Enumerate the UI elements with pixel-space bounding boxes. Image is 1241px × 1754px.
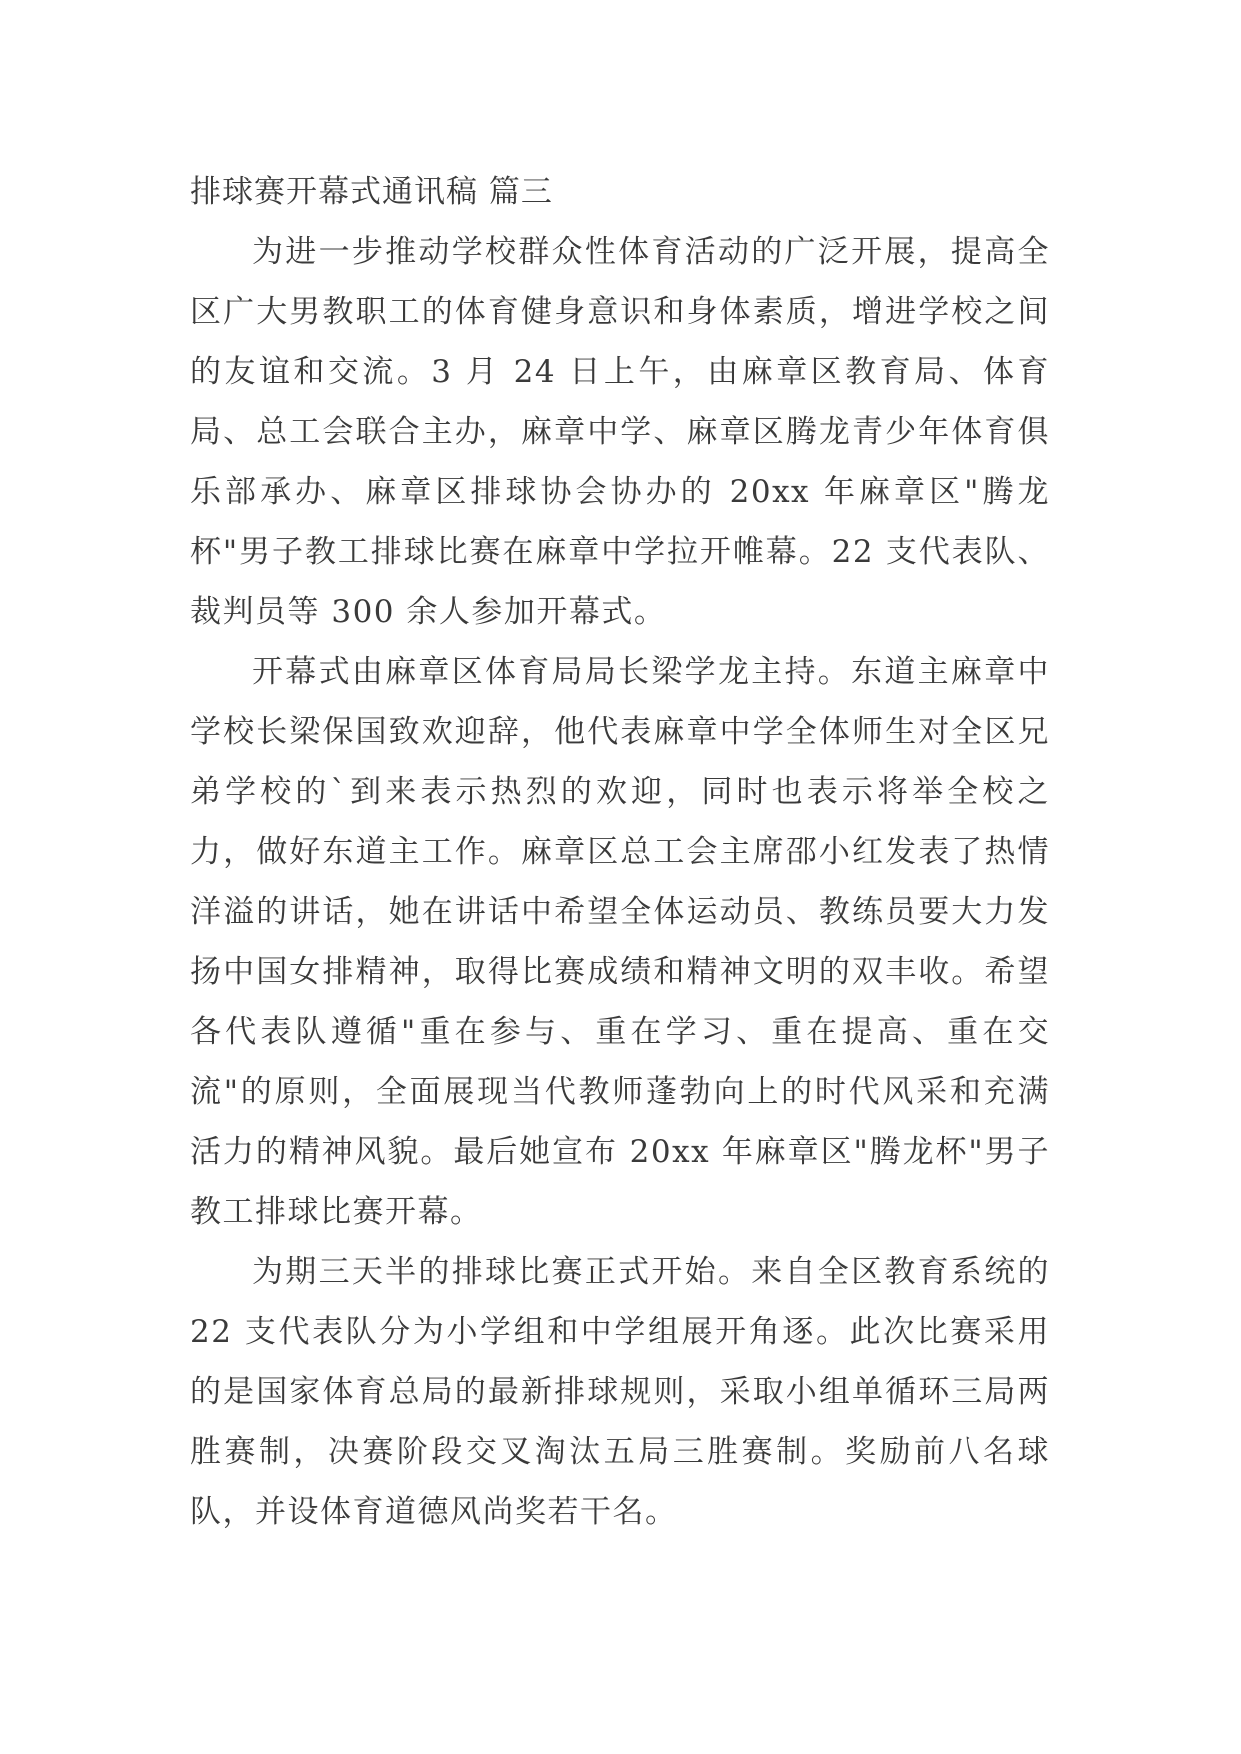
paragraph-3: 为期三天半的排球比赛正式开始。来自全区教育系统的 22 支代表队分为小学组和中学组展开角逐。此次比赛采用的是国家体育总局的最新排球规则，采取小组单循环三局两胜赛制，决赛阶段交叉淘汰五局三胜赛制。奖励前八名球队，并设体育道德风尚奖若干名。	[190, 1254, 1050, 1530]
paragraph-1: 为进一步推动学校群众性体育活动的广泛开展，提高全区广大男教职工的体育健身意识和身体素质，增进学校之间的友谊和交流。3 月 24 日上午，由麻章区教育局、体育局、总工会联合主办，麻章中学、麻章区腾龙青少年体育俱乐部承办、麻章区排球协会协办的 20xx 年麻章区"腾龙杯"男子教工排球比赛在麻章中学拉开帷幕。22 支代表队、裁判员等 300 余人参加开幕式。	[190, 234, 1050, 630]
document-heading: 排球赛开幕式通讯稿 篇三	[190, 174, 553, 210]
paragraph-2: 开幕式由麻章区体育局局长梁学龙主持。东道主麻章中学校长梁保国致欢迎辞，他代表麻章中学全体师生对全区兄弟学校的`到来表示热烈的欢迎，同时也表示将举全校之力，做好东道主工作。麻章区总工会主席邵小红发表了热情洋溢的讲话，她在讲话中希望全体运动员、教练员要大力发扬中国女排精神，取得比赛成绩和精神文明的双丰收。希望各代表队遵循"重在参与、重在学习、重在提高、重在交流"的原则，全面展现当代教师蓬勃向上的时代风采和充满活力的精神风貌。最后她宣布 20xx 年麻章区"腾龙杯"男子教工排球比赛开幕。	[190, 654, 1050, 1230]
document-body	[190, 162, 1050, 1542]
